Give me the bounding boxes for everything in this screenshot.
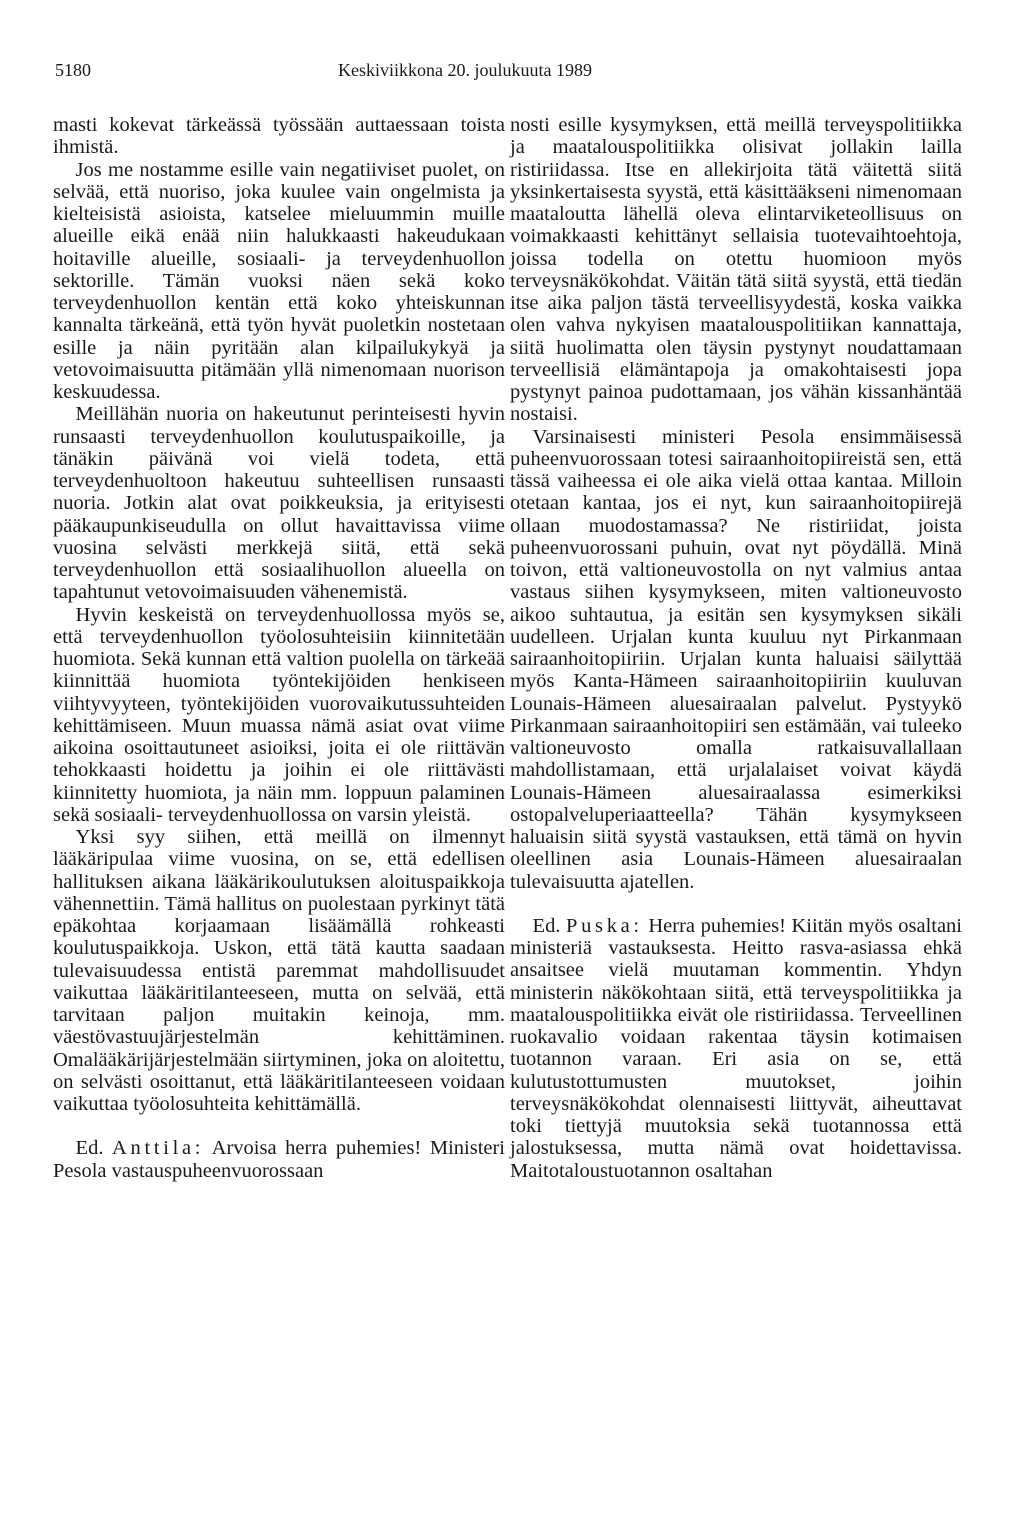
page-number: 5180 <box>55 60 91 80</box>
speech-text: Herra puhemies! Kiitän myös osaltani ministeriä vastauksesta. Heitto rasva-asiassa ehkä ansaitsee vielä muutaman kommentin. Yhdyn ministerin näkökohtaan siitä, että terveyspolitiikka ja maatalouspolitiikka eivät ole ristiriidassa. Terveellinen ruokavalio voidaan rakentaa täysin kotimaisen tuotannon varaan. Eri asia on se, että kulutustottumusten muutokset, joihin terveysnäkökohdat olennaisesti liittyvät, aiheuttavat toki tiettyjä muutoksia sekä tuotannossa että jalostuksessa, mutta nämä ovat hoidettavissa. Maitotaloustuotannon osaltahan <box>510 914 963 1182</box>
paragraph: Hyvin keskeistä on terveydenhuollossa myös se, että terveydenhuollon työolosuhteisiin kiinnitetään huomiota. Sekä kunnan että valtion puolella on tärkeää kiinnittää huomiota työntekijöiden henkiseen viihtyvyyteen, työntekijöiden vuorovaikutussuhteiden kehittämiseen. Muun muassa nämä asiat ovat viime aikoina osoittautuneet asioiksi, joita ei ole riittävän tehokkaasti hoidettu ja joihin ei ole riittävästi kiinnitetty huomiota, ja näin mm. loppuun palaminen sekä sosiaali- terveydenhuollossa on varsin yleistä. <box>53 603 505 826</box>
speech-text: Arvoisa herra puhemies! Ministeri Pesola vastauspuheenvuorossaan <box>53 1137 506 1182</box>
paragraph: masti kokevat tärkeässä työssään auttaessaan toista ihmistä. <box>53 114 505 159</box>
paragraph: Yksi syy siihen, että meillä on ilmennyt lääkäripulaa viime vuosina, on se, että edellisen hallituksen aikana lääkärikoulutuksen aloituspaikkoja vähennettiin. Tämä hallitus on puolestaan pyrkinyt tätä epäkohtaa korjaamaan lisäämällä rohkeasti koulutuspaikkoja. Uskon, että tätä kautta saadaan tulevaisuudessa entistä paremmat mahdollisuudet vaikuttaa lääkäritilanteeseen, mutta on selvää, että tarvitaan paljon muitakin keinoja, mm. väestövastuujärjestelmän kehittäminen. Omalääkärijärjestelmään siirtyminen, joka on aloitettu, on selvästi osoittanut, että lääkäritilanteeseen voidaan vaikuttaa työolosuhteita kehittämällä. <box>53 826 505 1115</box>
speaker-name: Puska: <box>566 914 643 937</box>
paragraph: Meillähän nuoria on hakeutunut perinteisesti hyvin runsaasti terveydenhuollon koulutuspaikoille, ja tänäkin päivänä voi vielä todeta, että terveydenhuoltoon hakeutuu suhteellisen runsaasti nuoria. Jotkin alat ovat poikkeuksia, ja erityisesti pääkaupunkiseudulla on ollut havaittavissa viime vuosina selvästi merkkejä siitä, että sekä terveydenhuollon että sosiaalihuollon alueella on tapahtunut vetovoimaisuuden vähenemistä. <box>53 403 505 604</box>
left-column <box>53 114 505 1182</box>
paragraph: nosti esille kysymyksen, että meillä terveyspolitiikka ja maatalouspolitiikka olisivat jollakin lailla ristiriidassa. Itse en allekirjoita tätä väitettä siitä yksinkertaisesta syystä, että käsittääkseni nimenomaan maataloutta lähellä oleva elintarviketeollisuus on voimakkaasti kehittänyt sellaisia tuotevaihtoehtoja, joissa todella on otettu huomioon myös terveysnäkökohdat. Väitän tätä siitä syystä, että tiedän itse aika paljon tästä terveellisyydestä, koska vaikka olen vahva nykyisen maatalouspolitiikan kannattaja, siitä huolimatta olen täysin pystynyt noudattamaan terveellisiä elämäntapoja ja omakohtaisesti jopa pystynyt painoa pudottamaan, jos vähän kissanhäntää nostaisi. <box>510 114 962 426</box>
page-header <box>55 60 969 90</box>
speech-anttila <box>53 1137 505 1182</box>
header-date-title: Keskiviikkona 20. joulukuuta 1989 <box>338 60 592 80</box>
right-column <box>510 114 962 1182</box>
paragraph: Jos me nostamme esille vain negatiiviset puolet, on selvää, että nuoriso, joka kuulee vain ongelmista ja kielteisistä asioista, katselee mieluummin muille alueille eikä enää niin halukkaasti hakeudukaan hoitaville alueille, sosiaali- ja terveydenhuollon sektorille. Tämän vuoksi näen sekä koko terveydenhuollon kentän että koko yhteiskunnan kannalta tärkeänä, että työn hyvät puoletkin nostetaan esille ja näin pyritään alan kilpailukykyä ja vetovoimaisuutta pitämään yllä nimenomaan nuorison keskuudessa. <box>53 158 505 403</box>
paragraph: Varsinaisesti ministeri Pesola ensimmäisessä puheenvuorossaan totesi sairaanhoitopiireistä sen, että tässä vaiheessa ei ole aika vielä ottaa kantaa. Milloin otetaan kantaa, jos ei nyt, kun sairaanhoitopiirejä ollaan muodostamassa? Ne ristiriidat, joista puheenvuorossani puhuin, ovat nyt pöydällä. Minä toivon, että valtioneuvostolla on nyt valmius antaa vastaus siihen kysymykseen, miten valtioneuvosto aikoo suhtautua, ja esitän sen kysymyksen sikäli uudelleen. Urjalan kunta kuuluu nyt Pirkanmaan sairaanhoitopiiriin. Urjalan kunta haluaisi säilyttää myös Kanta-Hämeen sairaanhoitopiiriin kuuluvan Lounais-Hämeen aluesairaalan palvelut. Pystyykö Pirkanmaan sairaanhoitopiiri sen estämään, vai tuleeko valtioneuvosto omalla ratkaisuvallallaan mahdollistamaan, että urjalalaiset voivat käydä Lounais-Hämeen aluesairaalassa esimerkiksi ostopalveluperiaatteella? Tähän kysymykseen haluaisin siitä syystä vastauksen, että tämä on hyvin oleellinen asia Lounais-Hämeen aluesairaalan tulevaisuutta ajatellen. <box>510 425 962 893</box>
speech-prefix: Ed. <box>75 1137 104 1160</box>
speech-puska <box>510 915 962 1182</box>
speech-prefix: Ed. <box>532 914 561 937</box>
speaker-name: Anttila: <box>112 1137 205 1160</box>
